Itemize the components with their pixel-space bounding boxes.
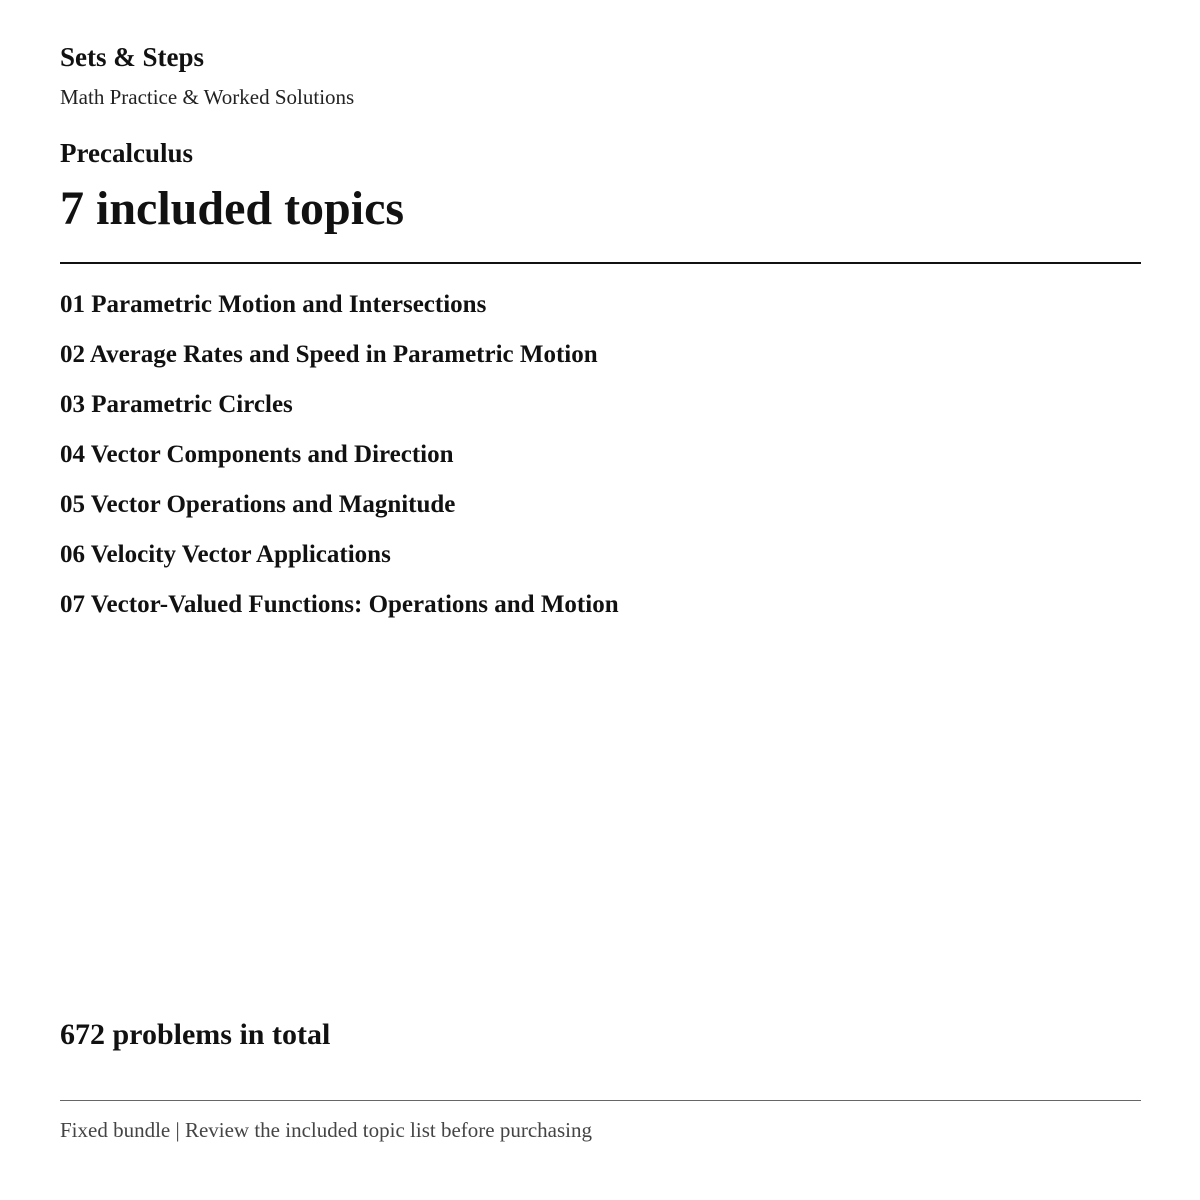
topic-item-06: 06 Velocity Vector Applications [60, 541, 391, 568]
course-title: Precalculus [60, 138, 193, 168]
footer-divider [60, 1100, 1141, 1101]
topic-count-heading: 7 included topics [60, 182, 405, 235]
brand-tagline: Math Practice & Worked Solutions [60, 85, 355, 109]
problem-total: 672 problems in total [60, 1018, 331, 1051]
section-divider [60, 262, 1141, 264]
brand-name: Sets & Steps [60, 42, 205, 72]
topic-item-07: 07 Vector-Valued Functions: Operations and Motion [60, 591, 619, 618]
topic-item-05: 05 Vector Operations and Magnitude [60, 491, 456, 518]
topic-list [60, 280, 619, 630]
footer-note: Fixed bundle | Review the included topic list before purchasing [60, 1118, 592, 1142]
topic-item-02: 02 Average Rates and Speed in Parametric Motion [60, 341, 598, 368]
topic-item-04: 04 Vector Components and Direction [60, 441, 454, 468]
topic-item-03: 03 Parametric Circles [60, 391, 293, 418]
topic-item-01: 01 Parametric Motion and Intersections [60, 291, 487, 318]
